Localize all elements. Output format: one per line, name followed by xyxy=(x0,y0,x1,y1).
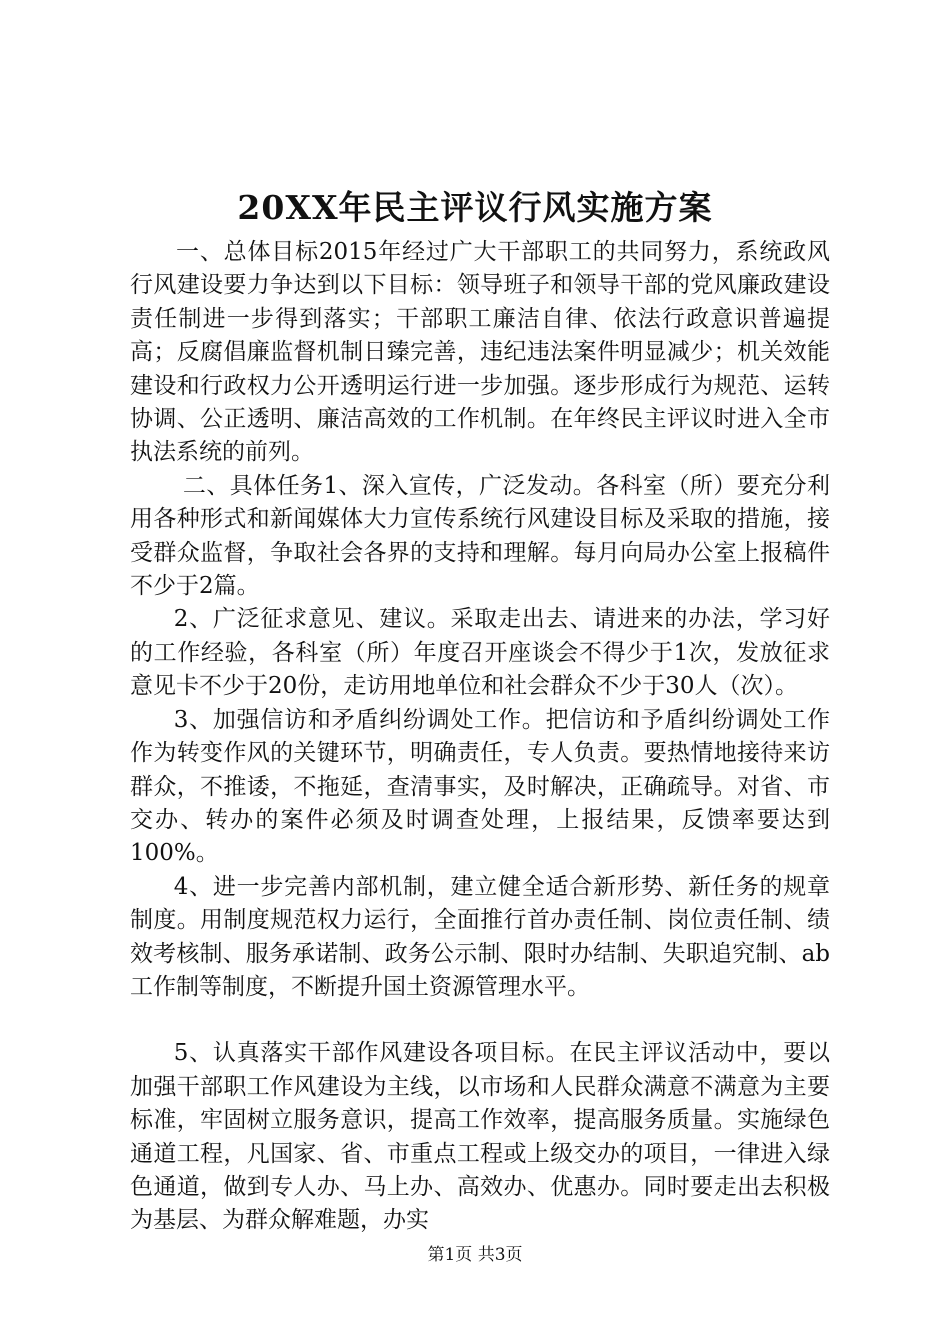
paragraph-task-2: 2、广泛征求意见、建议。采取走出去、请进来的办法，学习好的工作经验，各科室（所）年度召开座谈会不得少于1次，发放征求意见卡不少于20份，走访用地单位和社会群众不少于30人（次）。 xyxy=(130,606,830,700)
document-title: 20XX年民主评议行风实施方案 xyxy=(237,188,713,227)
paragraph-spacer xyxy=(130,1004,830,1037)
page-footer: 第1页 共3页 xyxy=(427,1245,523,1265)
paragraph-specific-tasks: 二、具体任务1、深入宣传，广泛发动。各科室（所）要充分利用各种形式和新闻媒体大力宣传系统行风建设目标及采取的措施，接受群众监督，争取社会各界的支持和理解。每月向局办公室上报稿件不少于2篇。 xyxy=(130,472,830,600)
paragraph-task-4: 4、进一步完善内部机制，建立健全适合新形势、新任务的规章制度。用制度规范权力运行，全面推行首办责任制、岗位责任制、绩效考核制、服务承诺制、政务公示制、限时办结制、失职追究制、ab工作制等制度，不断提升国土资源管理水平。 xyxy=(130,873,830,1000)
paragraph-task-3: 3、加强信访和矛盾纠纷调处工作。把信访和予盾纠纷调处工作作为转变作风的关键环节，明确责任，专人负责。要热情地接待来访群众，不推诿，不拖延，查清事实，及时解决，正确疏导。对省、市交办、转办的案件必须及时调查处理，上报结果，反馈率要达到100%。 xyxy=(130,706,830,867)
paragraph-overall-goal: 一、总体目标2015年经过广大干部职工的共同努力，系统政风行风建设要力争达到以下目标：领导班子和领导干部的党风廉政建设责任制进一步得到落实；干部职工廉洁自律、依法行政意识普遍提高；反腐倡廉监督机制日臻完善，违纪违法案件明显减少；机关效能建设和行政权力公开透明运行进一步加强。逐步形成行为规范、运转协调、公正透明、廉洁高效的工作机制。在年终民主评议时进入全市执法系统的前列。 xyxy=(130,239,830,466)
paragraph-task-5: 5、认真落实干部作风建设各项目标。在民主评议活动中，要以加强干部职工作风建设为主线，以市场和人民群众满意不满意为主要标准，牢固树立服务意识，提高工作效率，提高服务质量。实施绿色通道工程，凡国家、省、市重点工程或上级交办的项目，一律进入绿色通道，做到专人办、马上办、高效办、优惠办。同时要走出去积极为基层、为群众解难题，办实 xyxy=(130,1040,830,1234)
document-body xyxy=(130,236,830,1238)
